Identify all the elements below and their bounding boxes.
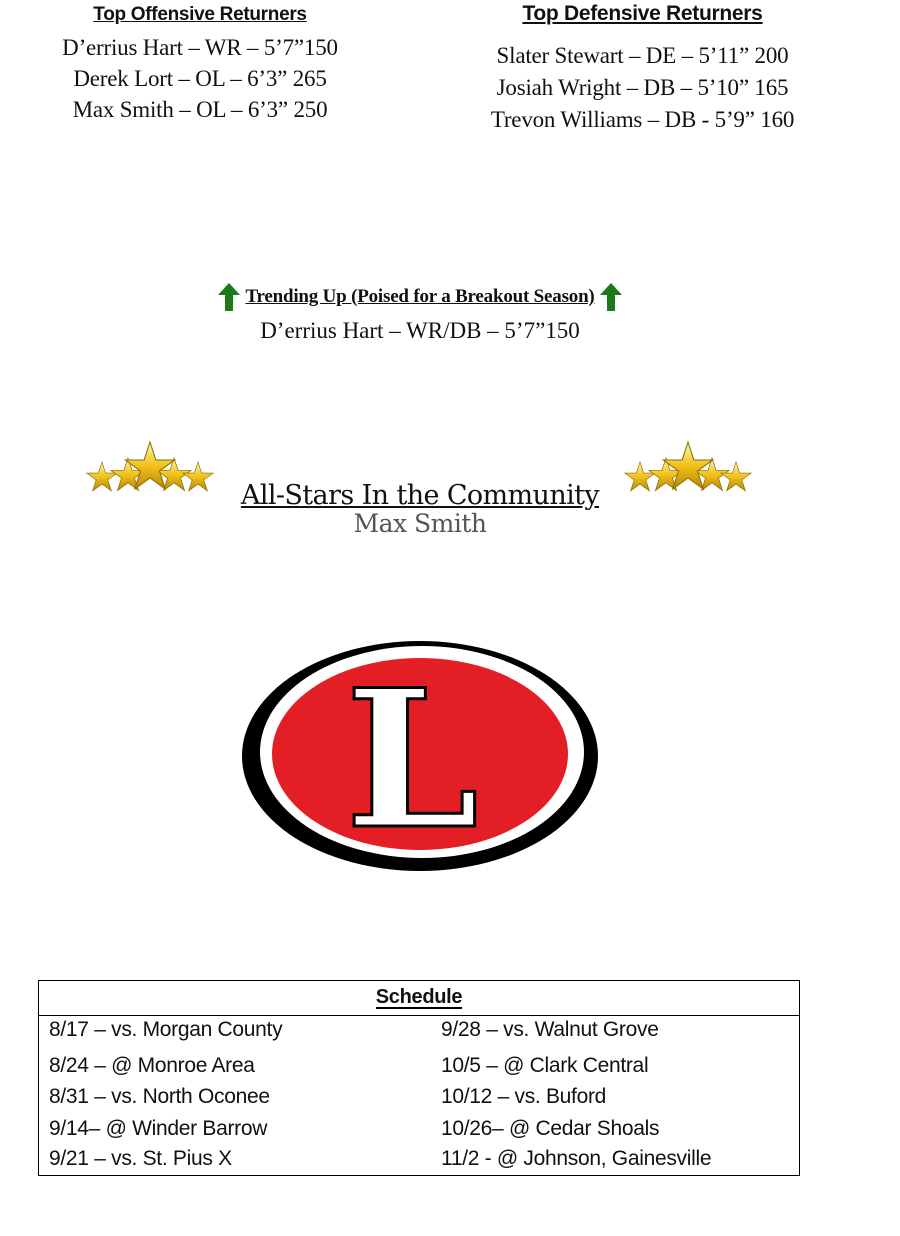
- offensive-player: D’errius Hart – WR – 5’7”150: [62, 35, 338, 60]
- schedule-title: Schedule: [375, 986, 463, 1008]
- defensive-returners: [470, 2, 815, 136]
- schedule-game: 10/12 – vs. Buford: [441, 1085, 607, 1108]
- community-all-stars: [0, 480, 840, 538]
- schedule-game: 8/31 – vs. North Oconee: [49, 1085, 270, 1108]
- up-arrow-icon: [599, 282, 623, 312]
- defensive-player: Trevon Williams – DB - 5’9” 160: [490, 107, 795, 132]
- schedule-game: 10/5 – @ Clark Central: [441, 1054, 649, 1077]
- defensive-player: Josiah Wright – DB – 5’10” 165: [496, 75, 789, 100]
- logo-letter: L: [345, 648, 479, 871]
- offensive-returners-heading: Top Offensive Returners: [93, 4, 307, 25]
- schedule-table: [38, 980, 800, 1176]
- community-title: All-Stars In the Community: [240, 480, 600, 511]
- trending-up-section: [0, 282, 840, 344]
- offensive-player: Max Smith – OL – 6’3” 250: [72, 97, 328, 122]
- trending-player: D’errius Hart – WR/DB – 5’7”150: [260, 318, 580, 343]
- schedule-game: 9/21 – vs. St. Pius X: [49, 1147, 232, 1170]
- schedule-row: [39, 1117, 799, 1147]
- schedule-row: [39, 1018, 799, 1048]
- up-arrow-icon: [217, 282, 241, 312]
- schedule-game: 8/24 – @ Monroe Area: [49, 1054, 255, 1077]
- offensive-player: Derek Lort – OL – 6’3” 265: [73, 66, 327, 91]
- schedule-game: 9/28 – vs. Walnut Grove: [441, 1018, 659, 1041]
- schedule-game: 8/17 – vs. Morgan County: [49, 1018, 283, 1041]
- schedule-game: 9/14– @ Winder Barrow: [49, 1117, 268, 1140]
- defensive-player: Slater Stewart – DE – 5’11” 200: [496, 43, 789, 68]
- defensive-returners-heading: Top Defensive Returners: [522, 2, 763, 25]
- schedule-game: 11/2 - @ Johnson, Gainesville: [441, 1147, 712, 1170]
- schedule-row: [39, 1147, 799, 1177]
- offensive-returners: [30, 4, 370, 125]
- schedule-row: [39, 1085, 799, 1115]
- team-logo: [240, 638, 600, 879]
- community-honoree: Max Smith: [353, 509, 487, 538]
- trending-up-heading: Trending Up (Poised for a Breakout Season): [245, 286, 595, 307]
- schedule-row: [39, 1054, 799, 1084]
- schedule-game: 10/26– @ Cedar Shoals: [441, 1117, 660, 1140]
